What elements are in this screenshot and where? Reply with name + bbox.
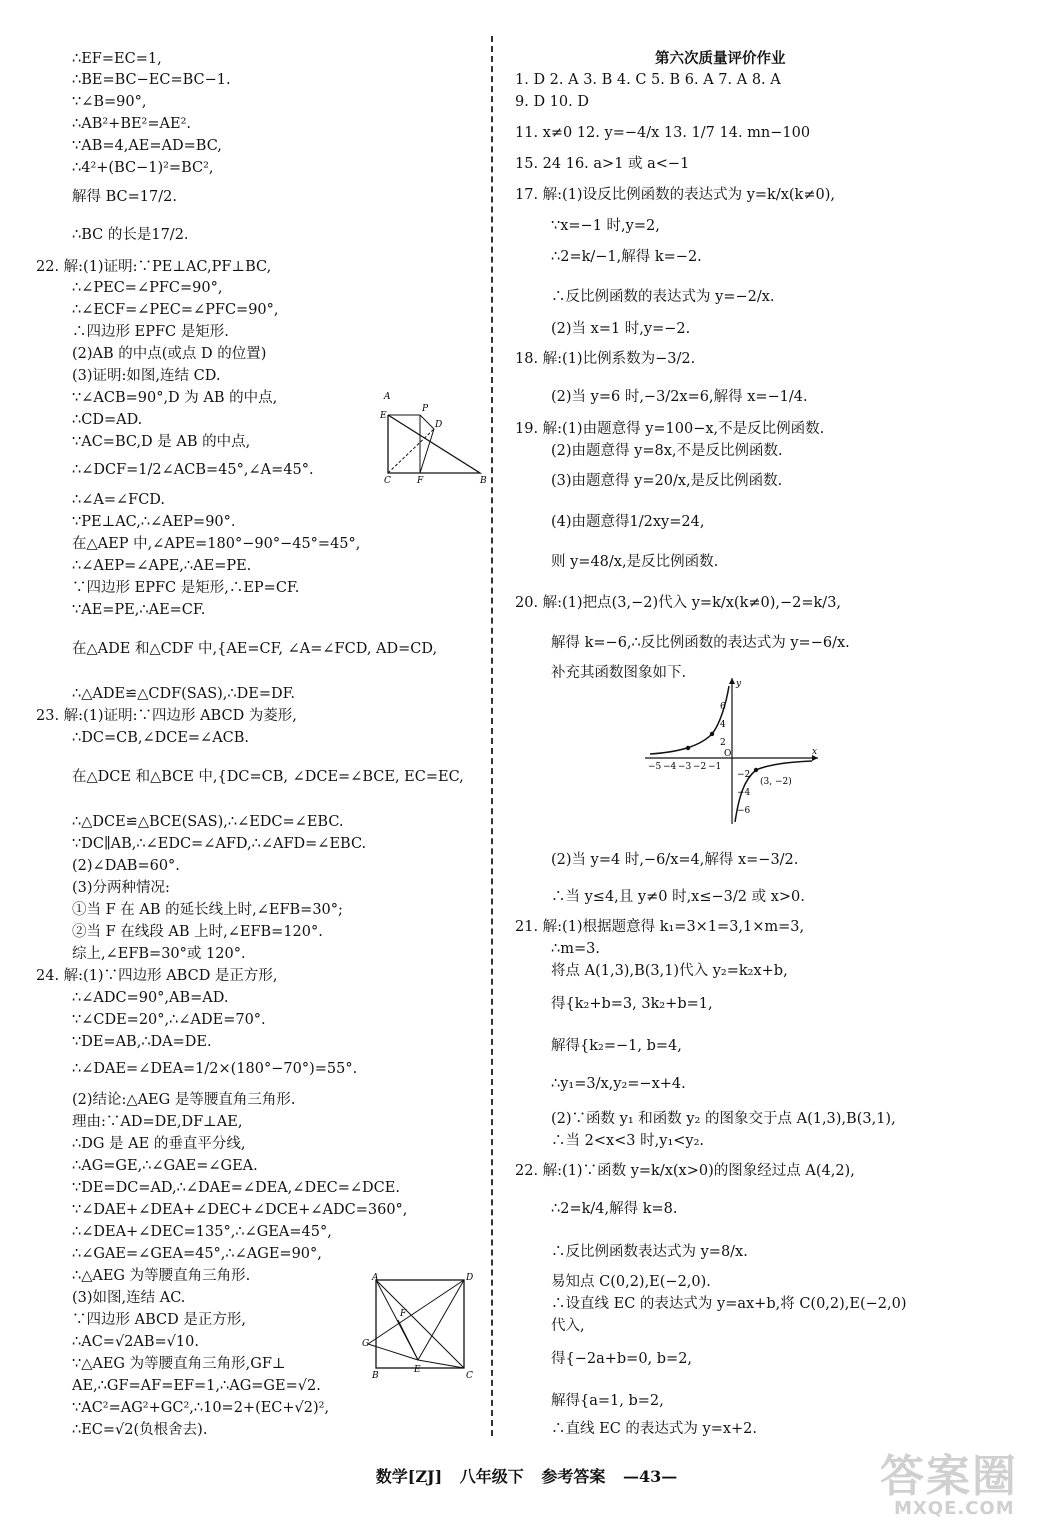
right-line: 11. x≠0 12. y=−4/x 13. 1/7 14. mn−100 [515,125,811,141]
right-line: 则 y=48/x,是反比例函数. [551,554,719,570]
left-line: ∴AB²+BE²=AE². [72,116,191,132]
right-line: 解得{k₂=−1, b=4, [551,1038,682,1054]
left-line: ∵DC∥AB,∴∠EDC=∠AFD,∴∠AFD=∠EBC. [72,836,367,852]
left-line: ∵AB=4,AE=AD=BC, [72,138,222,154]
graph-tick-y-neg2: −2 [737,770,751,780]
left-line: ①当 F 在 AB 的延长线上时,∠EFB=30°; [72,902,343,918]
right-line: (2)当 y=4 时,−6/x=4,解得 x=−3/2. [551,852,799,868]
graph-tick-y-neg4: −4 [737,788,751,798]
left-line: (2)结论:△AEG 是等腰直角三角形. [72,1092,296,1108]
figure-22-triangle [380,385,490,485]
left-line: ∵AC=BC,D 是 AB 的中点, [72,434,251,450]
left-line: ∴BE=BC−EC=BC−1. [72,72,231,88]
fig22-label-p: P [422,404,429,414]
right-line: 第六次质量评价作业 [655,50,786,67]
right-line: 得{k₂+b=3, 3k₂+b=1, [551,996,713,1012]
footer-grade: 八年级下 [459,1467,524,1486]
figure-20-hyperbola-graph [640,676,820,826]
left-line: ∴∠DEA+∠DEC=135°,∴∠GEA=45°, [72,1224,332,1240]
left-line: ∴CD=AD. [72,412,143,428]
right-line: 将点 A(1,3),B(3,1)代入 y₂=k₂x+b, [551,963,788,979]
left-line: ∴EF=EC=1, [72,51,162,67]
right-line: ∴直线 EC 的表达式为 y=x+2. [551,1421,758,1437]
fig24-label-c: C [466,1371,473,1381]
right-line: 解得{a=1, b=2, [551,1393,664,1409]
left-line: ∴∠ADC=90°,AB=AD. [72,990,229,1006]
left-line: ∴AC=√2AB=√10. [72,1334,199,1350]
left-line: (3)分两种情况: [72,880,170,896]
left-line: ∴BC 的长是17/2. [72,227,189,243]
graph-tick-y-6: 6 [720,702,726,712]
left-line: (2)∠DAB=60°. [72,858,180,874]
right-line: ∴反比例函数的表达式为 y=−2/x. [551,289,775,305]
left-line: (2)AB 的中点(或点 D 的位置) [72,346,267,362]
right-line: ∴y₁=3/x,y₂=−x+4. [551,1076,686,1092]
left-line: ∴∠AEP=∠APE,∴AE=PE. [72,558,252,574]
right-line: 1. D 2. A 3. B 4. C 5. B 6. A 7. A 8. A [515,72,781,88]
left-line: (3)证明:如图,连结 CD. [72,368,221,384]
watermark-url: MXQE.COM [894,1498,1015,1519]
left-line: 综上,∠EFB=30°或 120°. [72,946,246,962]
footer-page-number: —43— [622,1467,678,1486]
right-line: 21. 解:(1)根据题意得 k₁=3×1=3,1×m=3, [515,919,805,935]
graph-tick-y-2: 2 [720,738,726,748]
left-line: 在△ADE 和△CDF 中,{AE=CF, ∠A=∠FCD, AD=CD, [72,641,438,657]
right-line: ∴m=3. [551,941,600,957]
right-line: 20. 解:(1)把点(3,−2)代入 y=k/x(k≠0),−2=k/3, [515,595,842,611]
right-line: 18. 解:(1)比例系数为−3/2. [515,351,696,367]
left-line: 24. 解:(1)∵四边形 ABCD 是正方形, [36,968,278,984]
right-line: ∴设直线 EC 的表达式为 y=ax+b,将 C(0,2),E(−2,0) [551,1296,907,1312]
left-line: ∴EC=√2(负根舍去). [72,1422,208,1438]
left-line: (3)如图,连结 AC. [72,1290,186,1306]
left-line: 解得 BC=17/2. [72,189,177,205]
left-line: ∴∠GAE=∠GEA=45°,∴∠AGE=90°, [72,1246,322,1262]
fig22-label-f: F [417,476,424,485]
left-line: 在△AEP 中,∠APE=180°−90°−45°=45°, [72,536,361,552]
fig24-label-a: A [372,1273,379,1283]
fig24-label-e: E [414,1365,421,1375]
left-line: 理由:∵AD=DE,DF⊥AE, [72,1114,243,1130]
left-line: ②当 F 在线段 AB 上时,∠EFB=120°. [72,924,323,940]
left-line: ∵DE=AB,∴DA=DE. [72,1034,212,1050]
left-line: ∴∠ECF=∠PEC=∠PFC=90°, [72,302,279,318]
watermark-text: 答案圈 [880,1451,1018,1502]
right-line: 得{−2a+b=0, b=2, [551,1351,693,1367]
fig22-label-c: C [384,476,391,485]
left-line: ∴∠A=∠FCD. [72,492,166,508]
left-line: ∴DC=CB,∠DCE=∠ACB. [72,730,250,746]
right-line: 解得 k=−6,∴反比例函数的表达式为 y=−6/x. [551,635,850,651]
fig22-label-e: E [380,411,387,421]
figure-24-square [362,1272,482,1382]
left-line: ∵∠B=90°, [72,94,147,110]
left-line: ∴∠DCF=1/2∠ACB=45°,∠A=45°. [72,462,314,478]
fig22-label-a: A [384,392,391,402]
right-line: (2)当 y=6 时,−3/2x=6,解得 x=−1/4. [551,389,808,405]
footer-subject: 数学[ZJ] [375,1467,443,1486]
left-line: ∵△AEG 为等腰直角三角形,GF⊥ [72,1356,286,1372]
fig24-label-f: F [400,1309,407,1319]
right-line: (4)由题意得1/2xy=24, [551,514,705,530]
right-line: (3)由题意得 y=20/x,是反比例函数. [551,473,783,489]
left-line: ∵∠DAE+∠DEA+∠DEC+∠DCE+∠ADC=360°, [72,1202,408,1218]
fig24-label-g: G [362,1339,370,1349]
graph-x-axis-label: x [812,747,818,757]
left-line: ∵PE⊥AC,∴∠AEP=90°. [72,514,236,530]
graph-tick-x-neg2: −2 [693,762,707,772]
fig24-label-b: B [372,1371,379,1381]
left-line: ∴△AEG 为等腰直角三角形. [72,1268,251,1284]
left-line: 在△DCE 和△BCE 中,{DC=CB, ∠DCE=∠BCE, EC=EC, [72,769,464,785]
graph-y-axis-label: y [736,679,742,689]
left-line: ∴∠DAE=∠DEA=1/2×(180°−70°)=55°. [72,1061,358,1077]
footer-title: 参考答案 [541,1467,606,1486]
left-line: ∴△ADE≌△CDF(SAS),∴DE=DF. [72,686,296,702]
right-line: 17. 解:(1)设反比例函数的表达式为 y=k/x(k≠0), [515,187,835,203]
graph-origin-label: O [724,749,732,759]
left-line: ∴4²+(BC−1)²=BC², [72,160,214,176]
left-line: ∵∠CDE=20°,∴∠ADE=70°. [72,1012,266,1028]
left-line: ∵四边形 EPFC 是矩形,∴EP=CF. [72,580,300,596]
left-line: 22. 解:(1)证明:∵PE⊥AC,PF⊥BC, [36,259,272,275]
left-line: ∴△DCE≌△BCE(SAS),∴∠EDC=∠EBC. [72,814,344,830]
right-line: 9. D 10. D [515,94,589,110]
graph-point-label: (3, −2) [760,777,792,787]
right-line: 代入, [551,1318,585,1334]
right-line: 22. 解:(1)∵函数 y=k/x(x>0)的图象经过点 A(4,2), [515,1163,855,1179]
right-line: (2)当 x=1 时,y=−2. [551,321,691,337]
right-line: 15. 24 16. a>1 或 a<−1 [515,156,690,172]
right-line: (2)由题意得 y=8x,不是反比例函数. [551,443,783,459]
left-line: AE,∴GF=AF=EF=1,∴AG=GE=√2. [72,1378,321,1394]
right-line: (2)∵函数 y₁ 和函数 y₂ 的图象交于点 A(1,3),B(3,1), [551,1111,896,1127]
left-line: ∴AG=GE,∴∠GAE=∠GEA. [72,1158,258,1174]
left-line: ∴∠PEC=∠PFC=90°, [72,280,223,296]
left-line: ∴四边形 EPFC 是矩形. [72,324,229,340]
right-line: 易知点 C(0,2),E(−2,0). [551,1274,711,1290]
left-line: ∵四边形 ABCD 是正方形, [72,1312,246,1328]
graph-tick-y-4: 4 [720,720,726,730]
fig22-label-d: D [435,420,443,430]
left-line: ∵AE=PE,∴AE=CF. [72,602,206,618]
left-line: 23. 解:(1)证明:∵四边形 ABCD 为菱形, [36,708,297,724]
graph-tick-x-neg4: −4 [663,762,677,772]
left-line: ∵∠ACB=90°,D 为 AB 的中点, [72,390,278,406]
graph-tick-x-neg5: −5 [648,762,662,772]
fig24-label-d: D [466,1273,474,1283]
right-line: ∴当 y≤4,且 y≠0 时,x≤−3/2 或 x>0. [551,889,805,905]
right-line: ∵x=−1 时,y=2, [551,218,660,234]
left-line: ∵DE=DC=AD,∴∠DAE=∠DEA,∠DEC=∠DCE. [72,1180,400,1196]
right-line: ∴2=k/4,解得 k=8. [551,1201,678,1217]
column-divider [491,36,493,1436]
left-line: ∴DG 是 AE 的垂直平分线, [72,1136,246,1152]
right-line: 补充其函数图象如下. [551,665,687,681]
left-line: ∵AC²=AG²+GC²,∴10=2+(EC+√2)², [72,1400,330,1416]
right-line: ∴反比例函数表达式为 y=8/x. [551,1244,748,1260]
graph-tick-x-neg3: −3 [678,762,692,772]
graph-tick-y-neg6: −6 [737,806,751,816]
right-line: ∴当 2<x<3 时,y₁<y₂. [551,1133,705,1149]
right-line: 19. 解:(1)由题意得 y=100−x,不是反比例函数. [515,421,825,437]
right-line: ∴2=k/−1,解得 k=−2. [551,249,702,265]
graph-tick-x-neg1: −1 [708,762,722,772]
site-watermark-logo [880,1440,1045,1530]
fig22-label-b: B [480,476,487,485]
